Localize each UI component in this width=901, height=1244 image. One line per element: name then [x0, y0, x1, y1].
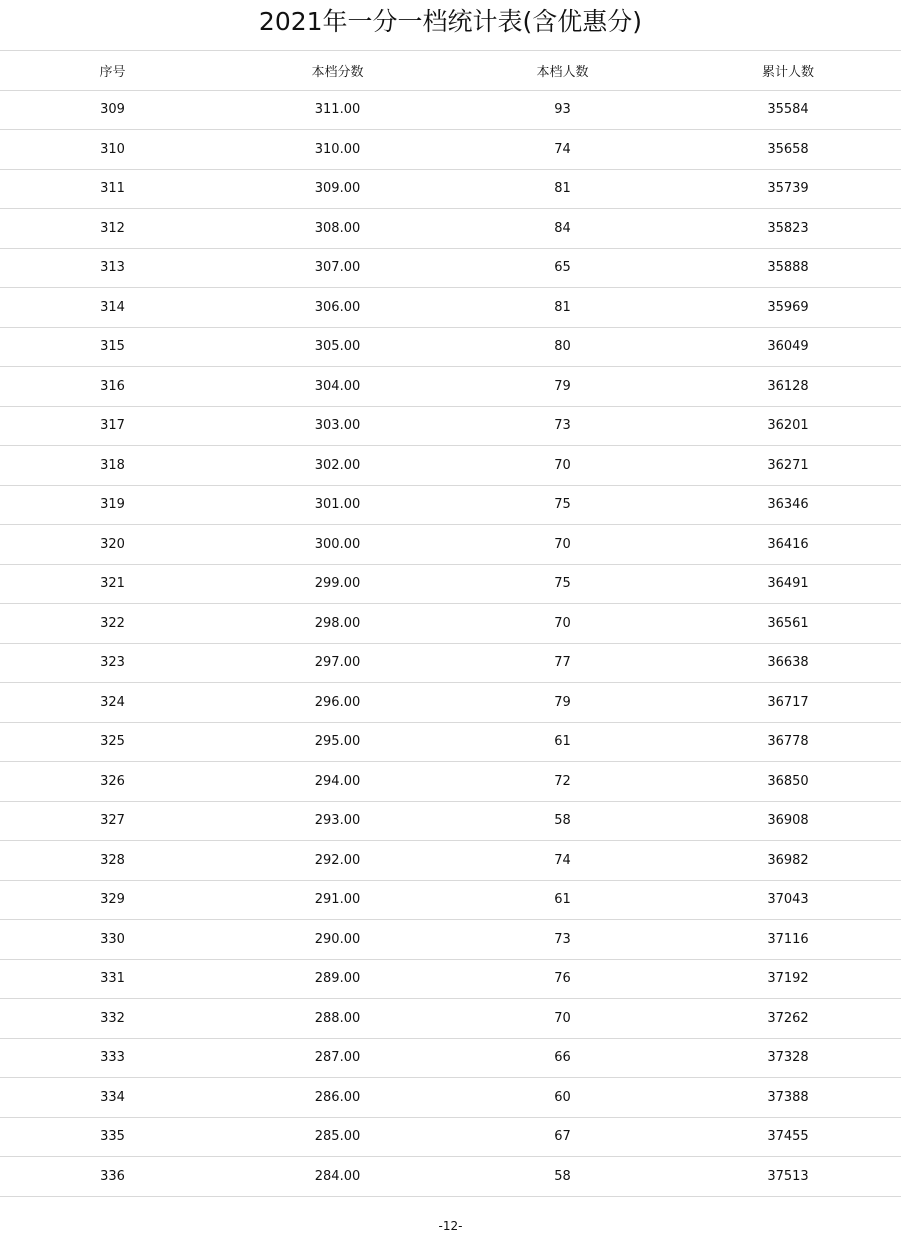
cell-cumulative: 37043 — [675, 880, 901, 920]
cell-count: 80 — [450, 327, 675, 367]
table-row — [0, 1038, 901, 1078]
cell-cumulative: 36850 — [675, 762, 901, 802]
cell-score: 311.00 — [225, 90, 450, 130]
table-row — [0, 446, 901, 486]
cell-count: 65 — [450, 248, 675, 288]
table-row — [0, 1078, 901, 1118]
cell-count: 67 — [450, 1117, 675, 1157]
header-score: 本档分数 — [225, 51, 450, 91]
cell-count: 58 — [450, 1157, 675, 1197]
cell-rank: 329 — [0, 880, 225, 920]
cell-score: 308.00 — [225, 209, 450, 249]
cell-count: 75 — [450, 485, 675, 525]
cell-score: 296.00 — [225, 683, 450, 723]
cell-count: 72 — [450, 762, 675, 802]
cell-rank: 313 — [0, 248, 225, 288]
cell-rank: 312 — [0, 209, 225, 249]
cell-rank: 326 — [0, 762, 225, 802]
cell-rank: 334 — [0, 1078, 225, 1118]
cell-cumulative: 36416 — [675, 525, 901, 565]
cell-rank: 325 — [0, 722, 225, 762]
cell-count: 70 — [450, 999, 675, 1039]
cell-cumulative: 36049 — [675, 327, 901, 367]
cell-score: 301.00 — [225, 485, 450, 525]
cell-count: 79 — [450, 683, 675, 723]
cell-count: 73 — [450, 406, 675, 446]
cell-cumulative: 36638 — [675, 643, 901, 683]
table-row — [0, 525, 901, 565]
cell-score: 291.00 — [225, 880, 450, 920]
cell-score: 310.00 — [225, 130, 450, 170]
cell-cumulative: 36128 — [675, 367, 901, 407]
cell-cumulative: 36201 — [675, 406, 901, 446]
cell-score: 300.00 — [225, 525, 450, 565]
table-row — [0, 841, 901, 881]
table-row — [0, 288, 901, 328]
cell-rank: 332 — [0, 999, 225, 1039]
cell-rank: 311 — [0, 169, 225, 209]
cell-count: 74 — [450, 841, 675, 881]
cell-rank: 330 — [0, 920, 225, 960]
header-count: 本档人数 — [450, 51, 675, 91]
cell-score: 292.00 — [225, 841, 450, 881]
cell-count: 84 — [450, 209, 675, 249]
score-table — [0, 50, 901, 1197]
table-row — [0, 604, 901, 644]
cell-count: 79 — [450, 367, 675, 407]
table-row — [0, 1157, 901, 1197]
cell-rank: 310 — [0, 130, 225, 170]
cell-score: 288.00 — [225, 999, 450, 1039]
cell-count: 66 — [450, 1038, 675, 1078]
cell-score: 303.00 — [225, 406, 450, 446]
cell-cumulative: 36561 — [675, 604, 901, 644]
cell-count: 70 — [450, 525, 675, 565]
cell-rank: 320 — [0, 525, 225, 565]
table-row — [0, 959, 901, 999]
table-row — [0, 920, 901, 960]
cell-score: 287.00 — [225, 1038, 450, 1078]
cell-rank: 323 — [0, 643, 225, 683]
table-row — [0, 248, 901, 288]
table-row — [0, 683, 901, 723]
cell-rank: 322 — [0, 604, 225, 644]
table-row — [0, 643, 901, 683]
cell-rank: 331 — [0, 959, 225, 999]
cell-cumulative: 36271 — [675, 446, 901, 486]
table-row — [0, 130, 901, 170]
table-row — [0, 209, 901, 249]
cell-rank: 314 — [0, 288, 225, 328]
cell-count: 93 — [450, 90, 675, 130]
cell-cumulative: 36491 — [675, 564, 901, 604]
table-row — [0, 327, 901, 367]
cell-rank: 318 — [0, 446, 225, 486]
table-row — [0, 485, 901, 525]
table-row — [0, 999, 901, 1039]
cell-score: 284.00 — [225, 1157, 450, 1197]
table-row — [0, 762, 901, 802]
cell-score: 299.00 — [225, 564, 450, 604]
cell-cumulative: 36982 — [675, 841, 901, 881]
cell-cumulative: 35888 — [675, 248, 901, 288]
table-row — [0, 406, 901, 446]
cell-rank: 327 — [0, 801, 225, 841]
cell-count: 81 — [450, 169, 675, 209]
table-row — [0, 880, 901, 920]
cell-cumulative: 35658 — [675, 130, 901, 170]
cell-cumulative: 37388 — [675, 1078, 901, 1118]
table-row — [0, 564, 901, 604]
table-row — [0, 169, 901, 209]
cell-score: 286.00 — [225, 1078, 450, 1118]
cell-cumulative: 37513 — [675, 1157, 901, 1197]
cell-cumulative: 36778 — [675, 722, 901, 762]
cell-cumulative: 36908 — [675, 801, 901, 841]
cell-rank: 336 — [0, 1157, 225, 1197]
table-row — [0, 90, 901, 130]
table-row — [0, 1117, 901, 1157]
cell-cumulative: 35969 — [675, 288, 901, 328]
cell-score: 306.00 — [225, 288, 450, 328]
cell-score: 294.00 — [225, 762, 450, 802]
cell-cumulative: 37192 — [675, 959, 901, 999]
cell-count: 76 — [450, 959, 675, 999]
cell-score: 307.00 — [225, 248, 450, 288]
cell-count: 70 — [450, 604, 675, 644]
table-body — [0, 90, 901, 1196]
table-header-row — [0, 51, 901, 91]
cell-score: 298.00 — [225, 604, 450, 644]
cell-count: 75 — [450, 564, 675, 604]
cell-score: 309.00 — [225, 169, 450, 209]
cell-count: 61 — [450, 722, 675, 762]
cell-count: 58 — [450, 801, 675, 841]
cell-cumulative: 37455 — [675, 1117, 901, 1157]
cell-rank: 309 — [0, 90, 225, 130]
cell-cumulative: 37116 — [675, 920, 901, 960]
cell-score: 297.00 — [225, 643, 450, 683]
cell-count: 81 — [450, 288, 675, 328]
cell-rank: 324 — [0, 683, 225, 723]
cell-count: 77 — [450, 643, 675, 683]
header-cumulative: 累计人数 — [675, 51, 901, 91]
header-rank: 序号 — [0, 51, 225, 91]
cell-score: 302.00 — [225, 446, 450, 486]
cell-rank: 333 — [0, 1038, 225, 1078]
cell-score: 293.00 — [225, 801, 450, 841]
cell-count: 60 — [450, 1078, 675, 1118]
cell-rank: 335 — [0, 1117, 225, 1157]
cell-rank: 321 — [0, 564, 225, 604]
cell-score: 295.00 — [225, 722, 450, 762]
table-row — [0, 801, 901, 841]
cell-count: 70 — [450, 446, 675, 486]
cell-score: 304.00 — [225, 367, 450, 407]
cell-count: 73 — [450, 920, 675, 960]
cell-score: 289.00 — [225, 959, 450, 999]
page-number: -12- — [438, 1219, 463, 1233]
cell-cumulative: 37262 — [675, 999, 901, 1039]
cell-cumulative: 36346 — [675, 485, 901, 525]
cell-rank: 316 — [0, 367, 225, 407]
cell-rank: 319 — [0, 485, 225, 525]
cell-cumulative: 35584 — [675, 90, 901, 130]
cell-score: 290.00 — [225, 920, 450, 960]
cell-cumulative: 35739 — [675, 169, 901, 209]
table-row — [0, 722, 901, 762]
cell-cumulative: 36717 — [675, 683, 901, 723]
cell-rank: 328 — [0, 841, 225, 881]
cell-rank: 317 — [0, 406, 225, 446]
cell-score: 305.00 — [225, 327, 450, 367]
table-row — [0, 367, 901, 407]
cell-cumulative: 37328 — [675, 1038, 901, 1078]
cell-score: 285.00 — [225, 1117, 450, 1157]
cell-rank: 315 — [0, 327, 225, 367]
cell-count: 61 — [450, 880, 675, 920]
cell-cumulative: 35823 — [675, 209, 901, 249]
cell-count: 74 — [450, 130, 675, 170]
page-title: 2021年一分一档统计表(含优惠分) — [258, 7, 643, 36]
